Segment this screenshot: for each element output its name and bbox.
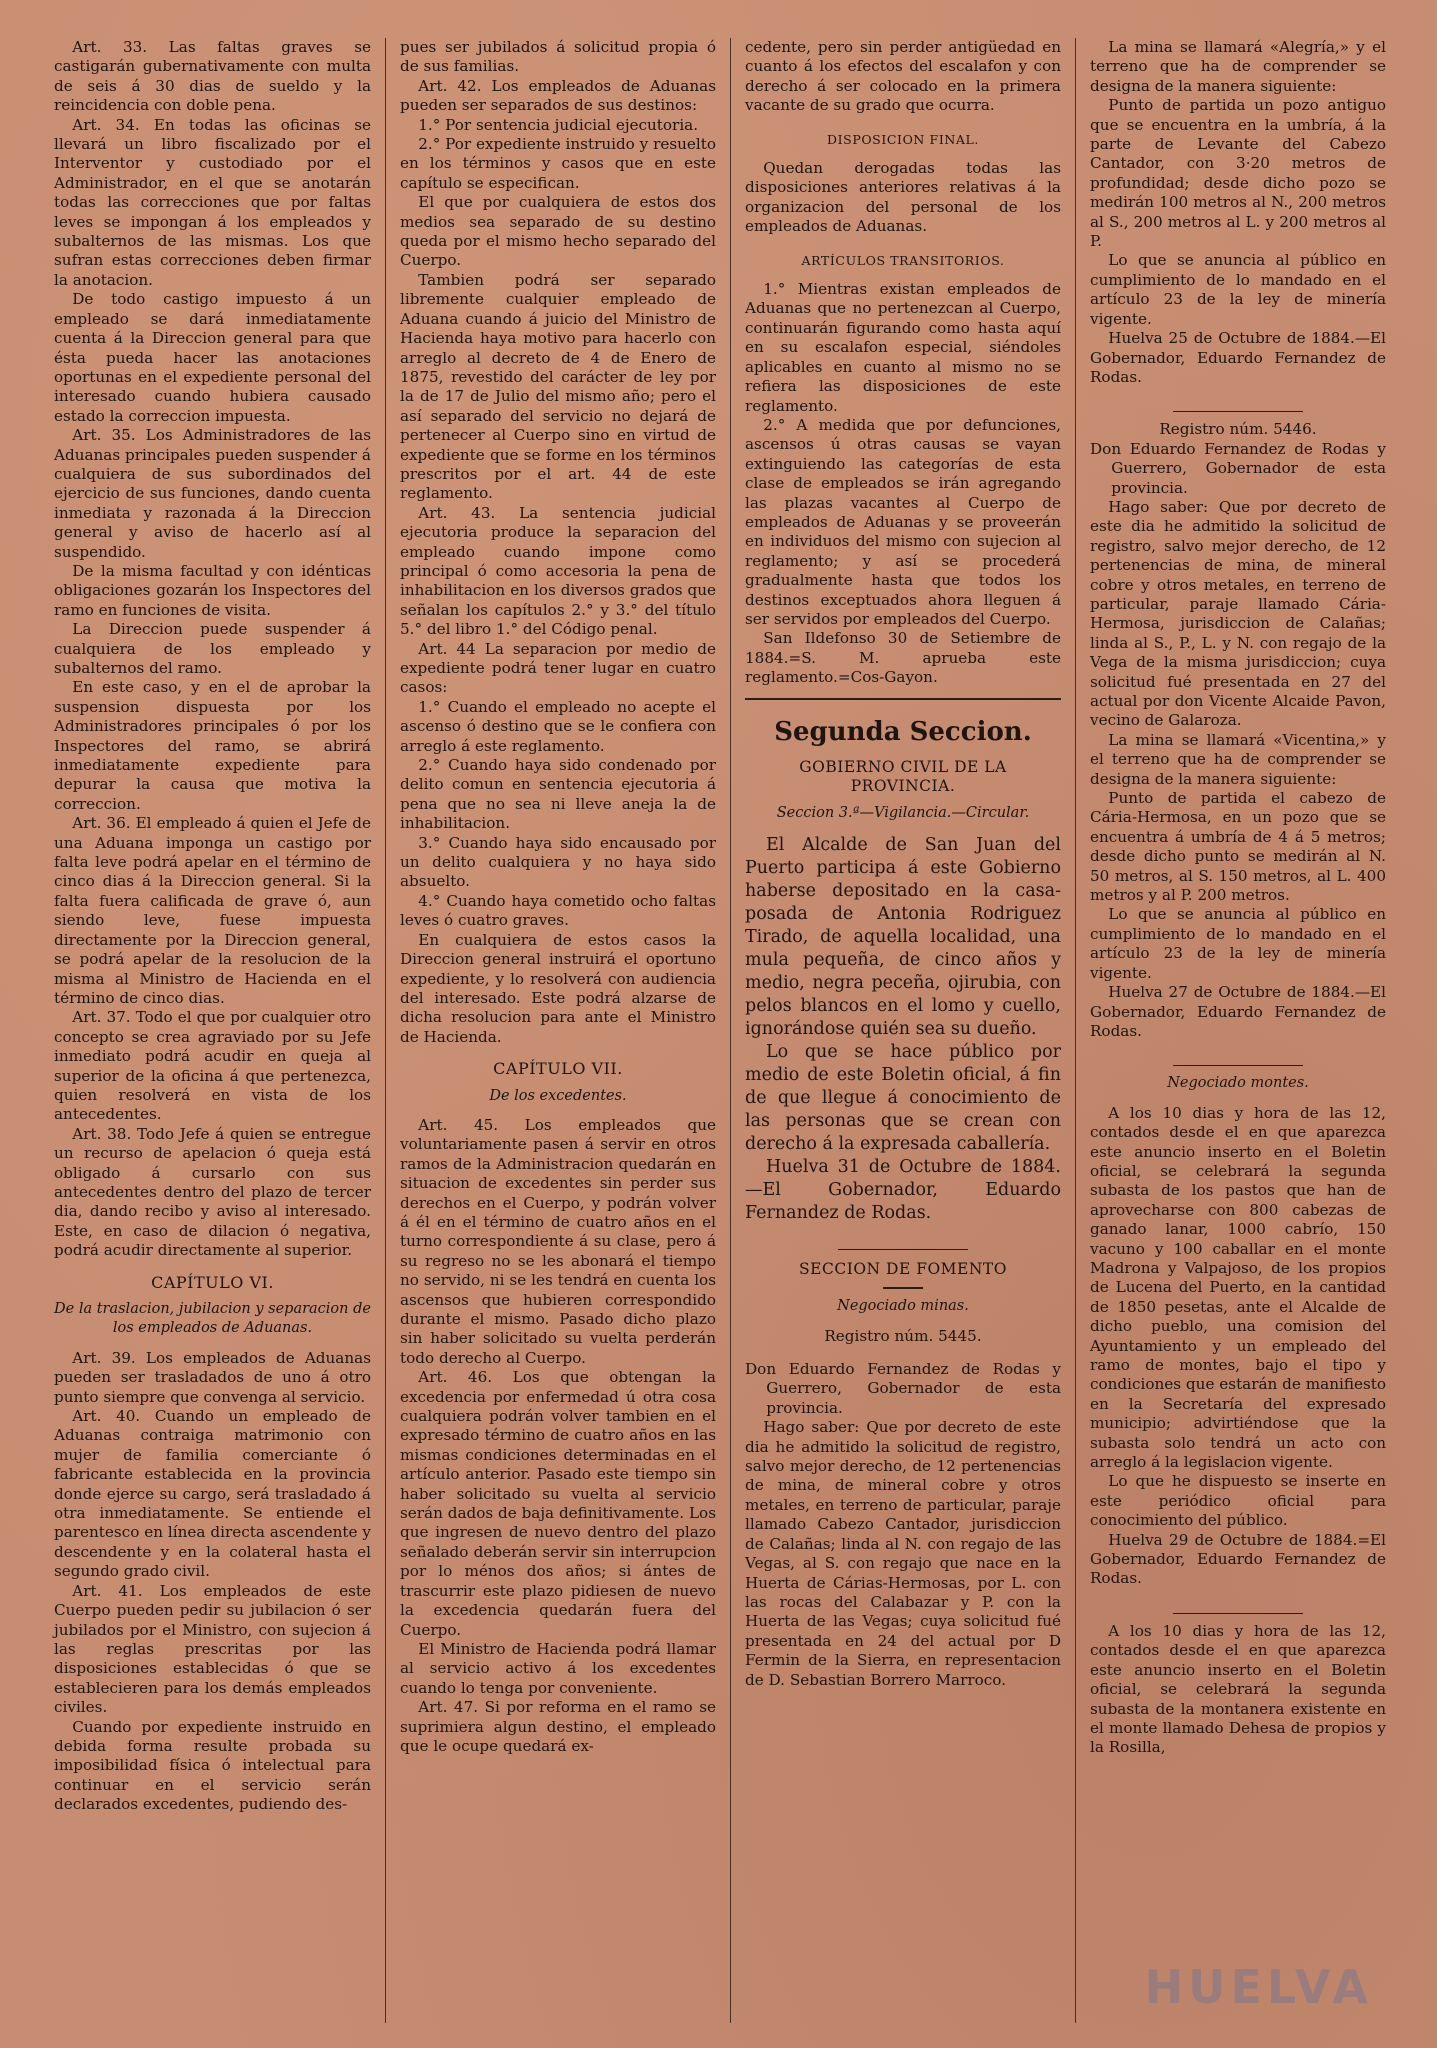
signature-line: Huelva 25 de Octubre de 1884.—El Gobernador, Eduardo Fernandez de Rodas.	[1090, 329, 1386, 386]
section-3-subheading: Seccion 3.ª—Vigilancia.—Circular.	[776, 805, 1030, 822]
section-divider	[745, 698, 1061, 700]
list-item: 2.° Cuando haya sido condenado por delito comun en sentencia ejecutoria á pena que no sea ni lleve aneja la de inhabilitacion.	[400, 756, 716, 833]
paragraph: Quedan derogadas todas las disposiciones anteriores relativas á la organizacion del personal de los empleados de Aduanas.	[745, 159, 1061, 236]
mines-subheading: Negociado minas.	[837, 1298, 969, 1315]
paragraph: La Direccion puede suspender á cualquiera de los empleado y subalternos del ramo.	[54, 620, 371, 677]
divider	[883, 1287, 923, 1289]
governor-line: Don Eduardo Fernandez de Rodas y Guerrero, Gobernador de esta provincia.	[745, 1360, 1061, 1417]
chapter-7-subtitle: De los excedentes.	[489, 1087, 627, 1104]
signature-line: Huelva 29 de Octubre de 1884.=El Gobernador, Eduardo Fernandez de Rodas.	[1090, 1530, 1386, 1588]
paragraph: La mina se llamará «Alegría,» y el terreno que ha de comprender se designa de la manera siguiente:	[1090, 38, 1386, 95]
paragraph: Hago saber: Que por decreto de este dia he admitido la solicitud de registro, salvo mejor derecho, de 12 pertenencias de mina, de mineral cobre y otros metales, en terreno de particular, paraje llamado Cabezo Cantador, jurisdiccion de Calañas; linda al N. con regajo de las Vegas, al S. con regajo que nace en la Huerta de Cárias-Hermosas, por L. con las rocas del Calabazar y P. con la Huerta de las Vegas; cuya solicitud fué presentada en 24 del actual por D Fermin de la Sierra, en representacion de D. Sebastian Borrero Marroco.	[745, 1418, 1061, 1689]
art-35: Art. 35. Los Administradores de las Aduanas principales pueden suspender á cualquiera de sus subordinados del ejercicio de sus funciones, dando cuenta inmediata y razonada á la Direccion general y aviso de hacerlo así al suspendido.	[54, 426, 371, 561]
paragraph: cedente, pero sin perder antigüedad en cuanto á los efectos del escalafon y con derecho á ser colocado en la primera vacante de su grado que ocurra.	[745, 38, 1061, 115]
notice-paragraph: El Alcalde de San Juan del Puerto participa á este Gobierno haberse depositado en la casa-posada de Antonia Rodriguez Tirado, de aquella localidad, una mula pequeña, de cinco años y medio, negra peceña, ojirubia, con pelos blancos en el lomo y cuello, ignorándose quién sea su dueño.	[745, 834, 1061, 1039]
second-section-heading: Segunda Seccion.	[774, 716, 1032, 747]
huelva-watermark: HUELVA	[1144, 1960, 1373, 2014]
art-34: Art. 34. En todas las oficinas se llevará un libro fiscalizado por el Interventor y custodiado por el Administrador, en el que se anotarán todas las correcciones que por faltas leves se impongan á los empleados y subalternos de las mismas. Los que sufran estas correcciones deben firmar la anotacion.	[54, 115, 371, 289]
registry-number: Registro núm. 5446.	[1159, 420, 1317, 439]
paragraph: En cualquiera de estos casos la Direccion general instruirá el oportuno expediente, y lo resolverá con audiencia del interesado. Este podrá alzarse de dicha resolucion para ante el Ministro de Hacienda.	[400, 930, 716, 1046]
chapter-7-heading: CAPÍTULO VII.	[493, 1059, 623, 1079]
chapter-6-heading: CAPÍTULO VI.	[151, 1272, 274, 1292]
paragraph: La mina se llamará «Vicentina,» y el terreno que ha de comprender se designa de la manera siguiente:	[1090, 730, 1386, 788]
paragraph: Cuando por expediente instruido en debida forma resulte probada su imposibilidad física ó intelectual para continuar en el servicio serán declarados excedentes, pudiendo des-	[54, 1717, 371, 1814]
list-item: 1.° Mientras existan empleados de Aduanas que no pertenezcan al Cuerpo, continuarán figurando como hasta aquí en su escalafon especial, siéndoles aplicables en cuanto al mismo no se refiera las disposiciones de este reglamento.	[745, 280, 1061, 415]
chapter-6-subtitle: De la traslacion, jubilacion y separacion de los empleados de Aduanas.	[54, 1301, 371, 1337]
divider	[1173, 411, 1303, 412]
transitory-articles-heading: ARTÍCULOS TRANSITORIOS.	[801, 252, 1005, 268]
column-2	[385, 38, 730, 2023]
newspaper-page	[40, 38, 1400, 2023]
art-43: Art. 43. La sentencia judicial ejecutoria produce la separacion del empleado cuando impone como principal ó como accesoria la pena de inhabilitacion en los diversos grados que señalan los capítulos 2.° y 3.° del título 5.° del libro 1.° del Código penal.	[400, 503, 716, 639]
art-39: Art. 39. Los empleados de Aduanas pueden ser trasladados de uno á otro punto siempre que convenga al servicio.	[54, 1348, 371, 1406]
divider	[1173, 1613, 1303, 1614]
paragraph: El Ministro de Hacienda podrá llamar al servicio activo á los excedentes cuando lo tenga por conveniente.	[400, 1639, 716, 1697]
art-36: Art. 36. El empleado á quien el Jefe de una Aduana imponga un castigo por falta leve podrá apelar en el término de cinco dias á la Direccion general. Si la falta fuera calificada de grave ó, aun siendo leve, fuese impuesta directamente por la Direccion general, se podrá apelar de la resolucion de la misma al Ministro de Hacienda en el término de cinco dias.	[54, 814, 371, 1007]
signature-line: Huelva 31 de Octubre de 1884. —El Gobernador, Eduardo Fernandez de Rodas.	[745, 1156, 1061, 1223]
paragraph: Lo que se anuncia al público en cumplimiento de lo mandado en el artículo 23 de la ley de minería vigente.	[1090, 905, 1386, 982]
list-item: 1.° Cuando el empleado no acepte el ascenso ó destino que se le confiera con arreglo á este reglamento.	[400, 697, 716, 755]
paragraph: El que por cualquiera de estos dos medios sea separado de su destino queda por el mismo hecho separado del Cuerpo.	[400, 193, 716, 270]
fomento-heading: SECCION DE FOMENTO	[799, 1259, 1007, 1278]
art-41: Art. 41. Los empleados de este Cuerpo pueden pedir su jubilacion ó ser jubilados por el Ministro, con sujecion á las reglas prescritas por las disposiciones establecidas ó que se establecieren para los demás empleados civiles.	[54, 1581, 371, 1717]
art-42: Art. 42. Los empleados de Aduanas pueden ser separados de sus destinos:	[400, 76, 716, 115]
paragraph: Punto de partida el cabezo de Cária-Hermosa, en un pozo que se encuentra á umbría de 4 á 5 metros; desde dicho punto se medirán al N. 50 metros, al S. 150 metros, al L. 400 metros y al P. 200 metros.	[1090, 789, 1386, 905]
paragraph: Lo que he dispuesto se inserte en este periódico oficial para conocimiento del público.	[1090, 1472, 1386, 1530]
art-46: Art. 46. Los que obtengan la excedencia por enfermedad ú otra cosa cualquiera podrán volver tambien en el expresado término de cuatro años en las mismas condiciones determinadas en el artículo anterior. Pasado este tiempo sin haber solicitado su vuelta al servicio serán dados de baja definitivamente. Los que ingresen de nuevo dentro del plazo señalado deberán servir sin interrupcion por lo ménos dos años; si ántes de trascurrir este plazo pidiesen de nuevo la excedencia quedarán fuera del Cuerpo.	[400, 1368, 716, 1639]
art-47: Art. 47. Si por reforma en el ramo se suprimiera algun destino, el empleado que le ocupe quedará ex-	[400, 1698, 716, 1755]
list-item: 3.° Cuando haya sido encausado por un delito cualquiera y no haya sido absuelto.	[400, 833, 716, 891]
paragraph: pues ser jubilados á solicitud propia ó de sus familias.	[400, 38, 716, 76]
divider	[838, 1249, 968, 1250]
list-item: 4.° Cuando haya cometido ocho faltas leves ó cuatro graves.	[400, 891, 716, 930]
paragraph: A los 10 dias y hora de las 12, contados desde el en que aparezca este anuncio inserto en el Boletin oficial, se celebrará la segunda subasta de la montanera existente en el monte llamado Dehesa de propios y la Rosilla,	[1090, 1621, 1386, 1757]
signature-line: Huelva 27 de Octubre de 1884.—El Gobernador, Eduardo Fernandez de Rodas.	[1090, 983, 1386, 1040]
column-3	[730, 38, 1075, 2023]
art-44: Art. 44 La separacion por medio de expediente podrá tener lugar en cuatro casos:	[400, 639, 716, 697]
column-4	[1075, 38, 1400, 2023]
column-1	[40, 38, 385, 2023]
paragraph: Punto de partida un pozo antiguo que se encuentra en la umbría, á la parte de Levante del Cabezo Cantador, con 3·20 metros de profundidad; desde dicho pozo se medirán 100 metros al N., 200 metros al S., 200 metros al L. y 200 metros al P.	[1090, 96, 1386, 251]
art-45: Art. 45. Los empleados que voluntariamente pasen á servir en otros ramos de la Administracion quedarán en situacion de excedentes sin perder sus derechos en el Cuerpo, y podrán volver á él en el término de cuatro años en el turno correspondiente á su clase, pero á su regreso no se les abonará el tiempo no servido, ni se les tendrá en cuenta los ascensos que hubieren correspondido durante el mismo. Pasado dicho plazo sin haber solicitado su vuelta perderán todo derecho al Cuerpo.	[400, 1115, 716, 1367]
list-item: 1.° Por sentencia judicial ejecutoria.	[418, 115, 699, 134]
notice-paragraph: Lo que se hace público por medio de este Boletin oficial, á fin de que llegue á conocimiento de las personas que se crean con derecho á la expresada caballería.	[745, 1041, 1061, 1154]
registry-number: Registro núm. 5445.	[824, 1326, 982, 1345]
governor-line: Don Eduardo Fernandez de Rodas y Guerrero, Gobernador de esta provincia.	[1090, 439, 1386, 497]
paragraph: Hago saber: Que por decreto de este dia he admitido la solicitud de registro, salvo mejor derecho, de 12 pertenencias de mina, de mineral cobre y otros metales, en terreno de particular, paraje llamado Cária-Hermosa, jurisdiccion de Calañas; linda al S., P., L. y N. con regajo de la Vega de la misma jurisdiccion; cuya solicitud fué presentada en 27 del actual por don Vicente Alcaide Pavon, vecino de Galaroza.	[1090, 497, 1386, 730]
art-38: Art. 38. Todo Jefe á quien se entregue un recurso de apelacion ó queja está obligado á cursarlo con sus antecedentes dentro del plazo de tercer dia, dando recibo y aviso al interesado. Este, en caso de dilacion ó negativa, podrá acudir directamente al superior.	[54, 1124, 371, 1260]
list-item: 2.° A medida que por defunciones, ascensos ú otras causas se vayan extinguiendo las categorías de esta clase de empleados se irán agregando las plazas vacantes al Cuerpo de empleados de Aduanas y se proveerán en individuos del mismo con sujecion al reglamento; y así se procederá gradualmente hasta que todos los destinos exceptuados ahora lleguen á ser servidos por empleados del Cuerpo.	[745, 415, 1061, 628]
paragraph: Tambien podrá ser separado libremente cualquier empleado de Aduana cuando á juicio del Ministro de Hacienda haya motivo para hacerlo con arreglo al decreto de 4 de Enero de 1875, revestido del carácter de ley por la de 17 de Julio del mismo año; pero el así separado del servicio no dejará de pertenecer al Cuerpo sino en virtud de expediente que se forme en los términos prescritos por el art. 44 de este reglamento.	[400, 270, 716, 503]
paragraph: De todo castigo impuesto á un empleado se dará inmediatamente cuenta á la Direccion general para que ésta pueda hacer las anotaciones oportunas en el expediente personal del interesado cuando hubiera causado estado la correccion impuesta.	[54, 290, 371, 425]
paragraph: En este caso, y en el de aprobar la suspension dispuesta por los Administradores principales ó por los Inspectores del ramo, se abrirá inmediatamente expediente para depurar la causa que motiva la correccion.	[54, 678, 371, 813]
list-item: 2.° Por expediente instruido y resuelto en los términos y casos que en este capítulo se especifican.	[400, 135, 716, 192]
paragraph: Lo que se anuncia al público en cumplimiento de lo mandado en el artículo 23 de la ley de minería vigente.	[1090, 251, 1386, 328]
final-disposition-heading: DISPOSICION FINAL.	[827, 131, 979, 147]
civil-government-heading: GOBIERNO CIVIL DE LA PROVINCIA.	[799, 757, 1007, 795]
forests-subheading: Negociado montes.	[1167, 1075, 1309, 1092]
art-37: Art. 37. Todo el que por cualquier otro concepto se crea agraviado por su Jefe inmediato podrá acudir en queja al superior de la oficina á que pertenezca, quien resolverá en vista de los antecedentes.	[54, 1008, 371, 1124]
art-40: Art. 40. Cuando un empleado de Aduanas contraiga matrimonio con mujer de familia comerciante ó fabricante establecida en la provincia donde ejerce su cargo, será trasladado á otra inmediatamente. Se entiende el parentesco en línea directa ascendente y descendente y en la colateral hasta el segundo grado civil.	[54, 1407, 371, 1581]
paragraph: De la misma facultad y con idénticas obligaciones gozarán los Inspectores del ramo en funciones de visita.	[54, 561, 371, 619]
signature-line: San Ildefonso 30 de Setiembre de 1884.=S. M. aprueba este reglamento.=Cos-Gayon.	[745, 629, 1061, 687]
art-33: Art. 33. Las faltas graves se castigarán gubernativamente con multa de seis á 30 dias de sueldo y la reincidencia con doble pena.	[54, 38, 371, 115]
divider	[1173, 1065, 1303, 1066]
paragraph: A los 10 dias y hora de las 12, contados desde el en que aparezca este anuncio inserto en el Boletin oficial, se celebrará la segunda subasta de los pastos que han de aprovecharse con 800 cabezas de ganado lanar, 1000 cabrío, 150 vacuno y 100 caballar en el monte Madrona y Valpajoso, de los propios de Lucena del Puerto, en la cantidad de 1850 pesetas, ante el Alcalde de dicho pueblo, una comision del Ayuntamiento y un empleado del ramo de montes, bajo el tipo y condiciones que estarán de manifiesto en la Secretaría del expresado municipio; advirtiéndose que la subasta solo tendrá un acto con arreglo á la legislacion vigente.	[1090, 1103, 1386, 1472]
